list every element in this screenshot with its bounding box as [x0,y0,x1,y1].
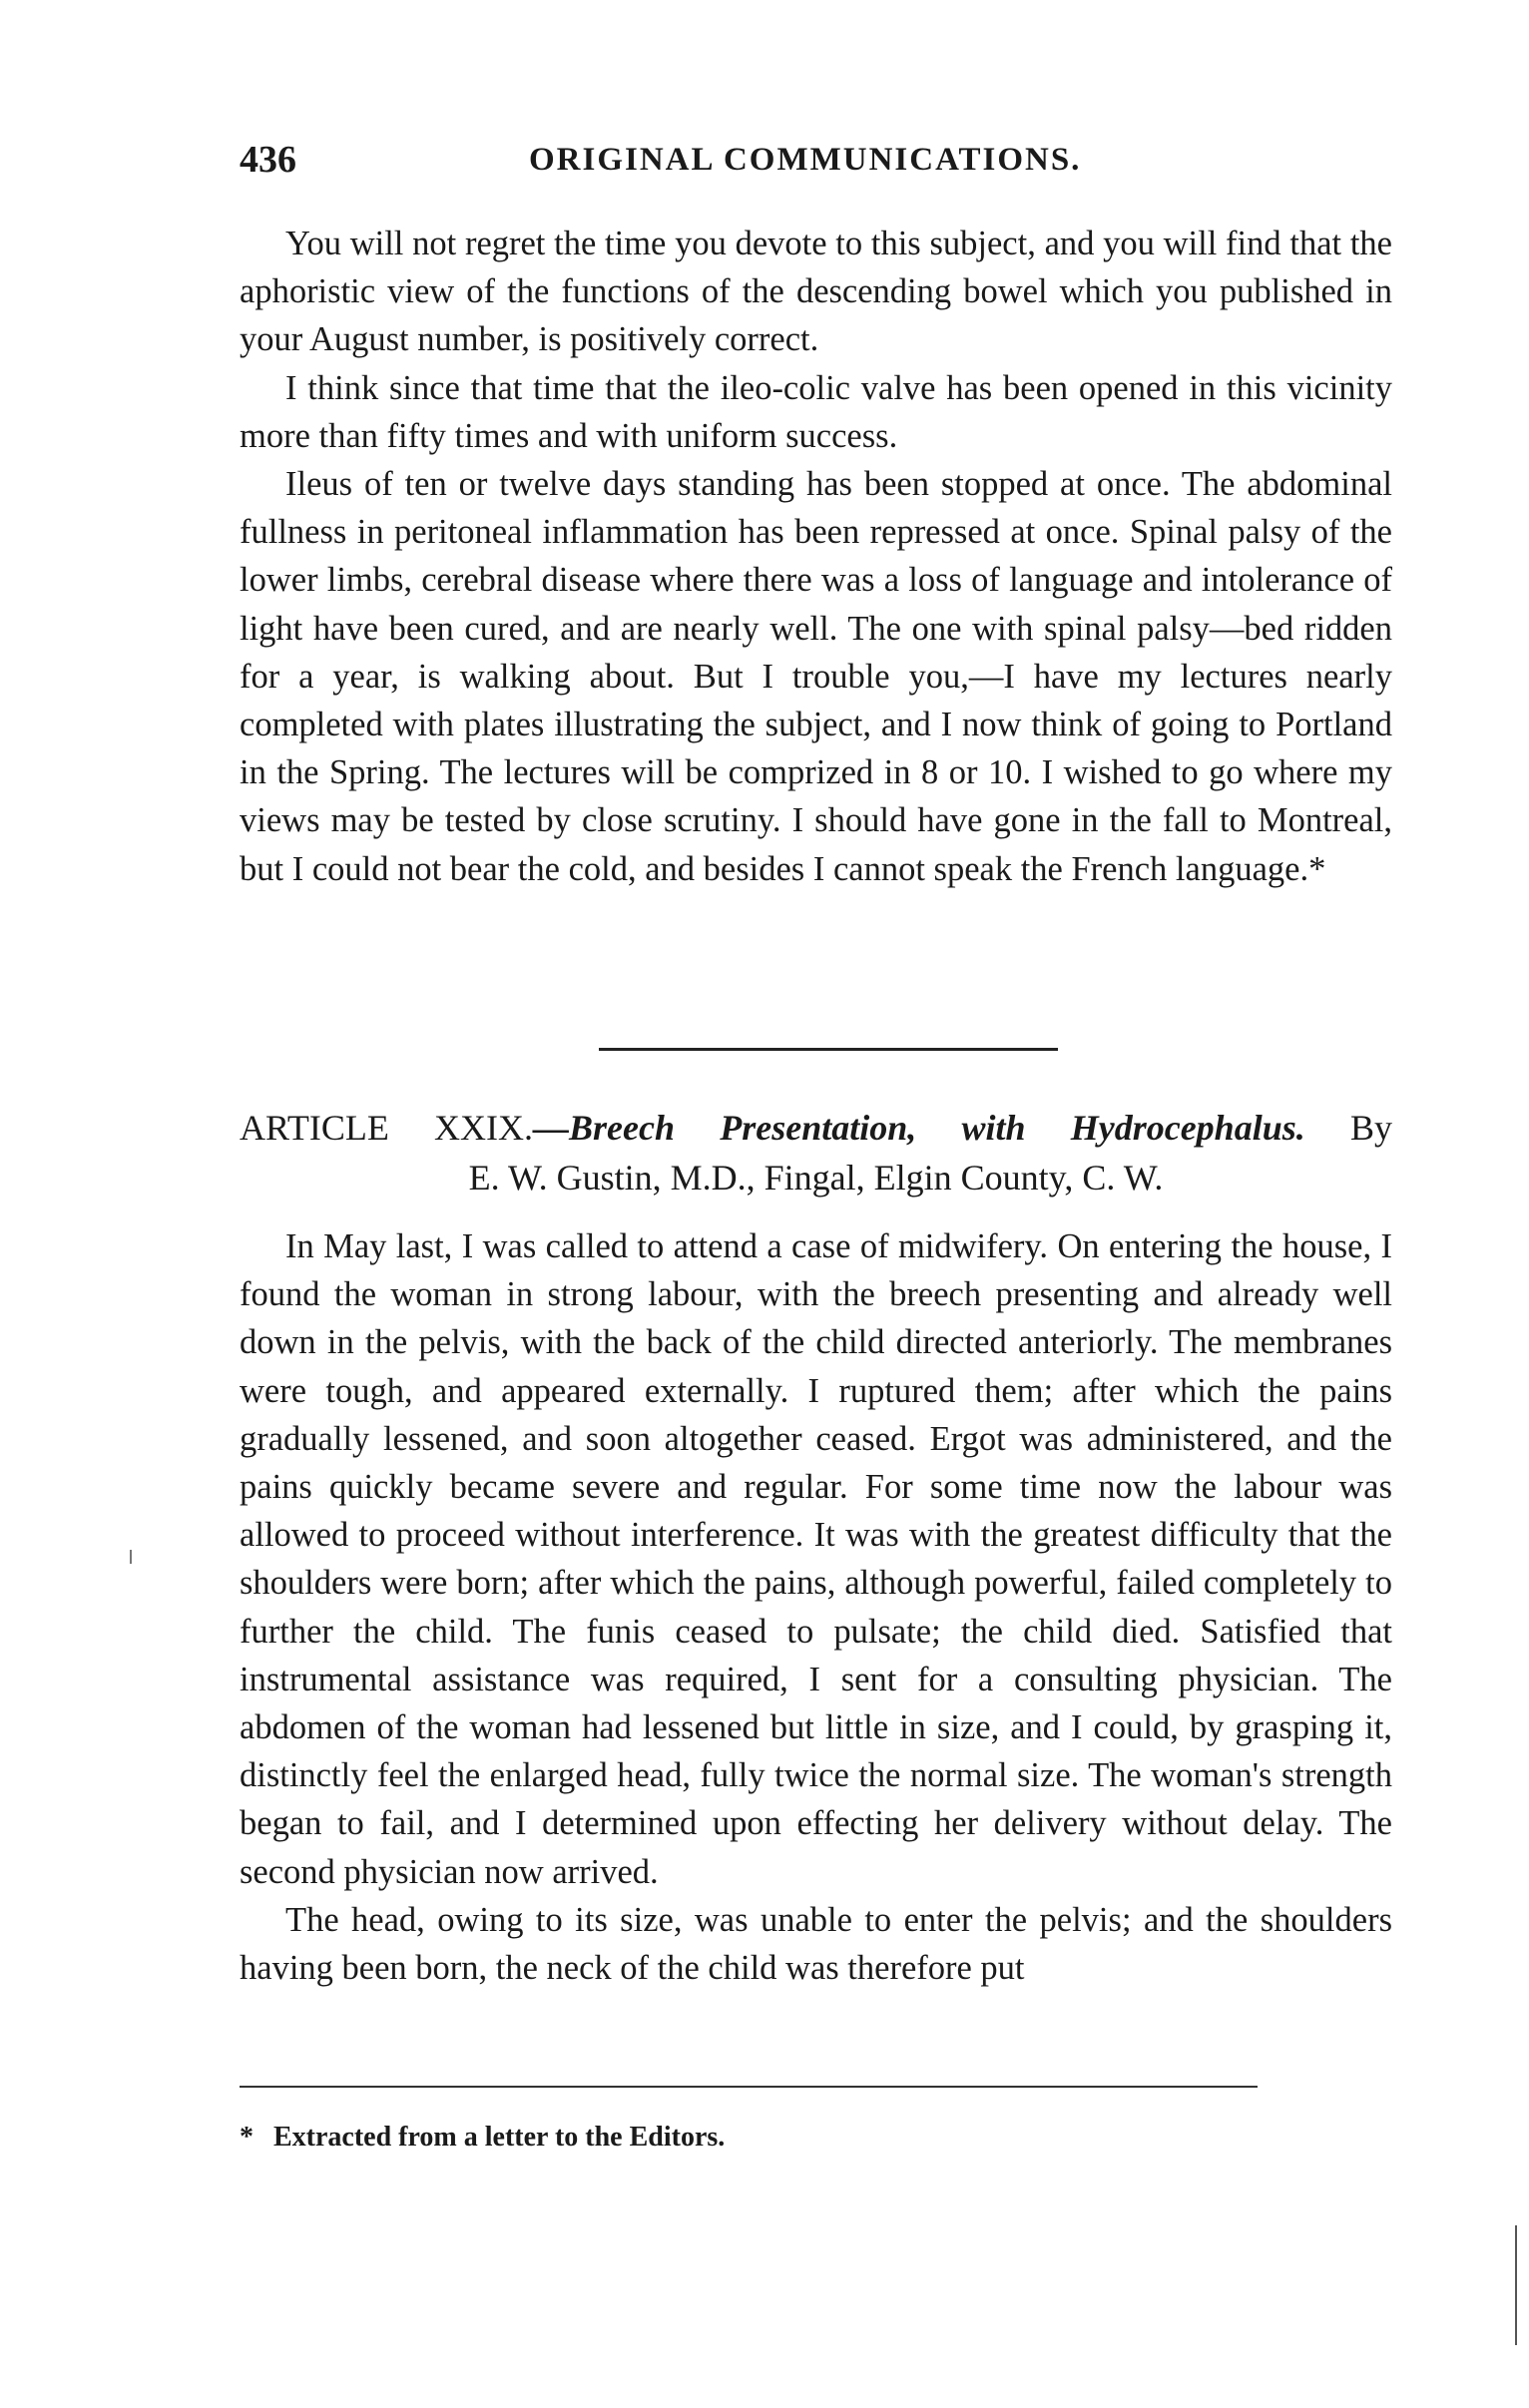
running-title: ORIGINAL COMMUNICATIONS. [529,142,1082,178]
letter-continuation [240,220,1392,893]
article-author: E. W. Gustin, M.D., Fingal, Elgin County, C. W. [468,1158,1164,1198]
article-number: ARTICLE XXIX. [240,1108,534,1148]
margin-mark [130,1550,132,1564]
article-heading [240,1103,1392,1203]
page-edge-mark [1515,2225,1517,2345]
footnote-marker: * [240,2122,254,2153]
article-title: —Breech Presentation, with Hydrocephalus. [533,1108,1305,1148]
footnote [240,2118,1392,2158]
paragraph: Ileus of ten or twelve days standing has been stopped at once. The abdominal fullness in peritoneal inflammation has been repressed at once. Spinal palsy of the lower limbs, cerebral disease where there was a loss of language and intolerance of light have been cured, and are nearly well. The one with spinal palsy—bed ridden for a year, is walking about. But I trouble you,—I have my lectures nearly completed with plates illustrating the subject, and I now think of going to Portland in the Spring. The lectures will be comprized in 8 or 10. I wished to go where my views may be tested by close scrutiny. I should have gone in the fall to Montreal, but I could not bear the cold, and besides I cannot speak the French language.* [240,465,1392,888]
article-heading-line [240,1103,1392,1153]
running-head [240,138,1392,198]
article-byline-by: By [1349,1108,1392,1148]
paragraph: The head, owing to its size, was unable to enter the pelvis; and the shoulders having been born, the neck of the child was therefore put [240,1900,1392,1988]
footnote-text: Extracted from a letter to the Editors. [273,2122,726,2153]
paragraph: You will not regret the time you devote to this subject, and you will find that the aphoristic view of the functions of the descending bowel which you published in your August number, is positively correct. [240,225,1392,359]
footnote-rule [240,2086,1258,2088]
paragraph: In May last, I was called to attend a case of midwifery. On entering the house, I found the woman in strong labour, with the breech presenting and already well down in the pelvis, with the back of the child directed anteriorly. The membranes were tough, and appeared externally. I ruptured them; after which the pains gradually lessened, and soon altogether ceased. Ergot was administered, and the pains quickly became severe and regular. For some time now the labour was allowed to proceed without interference. It was with the greatest difficulty that the shoulders were born; after which the pains, although powerful, failed completely to further the child. The funis ceased to pulsate; the child died. Satisfied that instrumental assistance was required, I sent for a consulting physician. The abdomen of the woman had lessened but little in size, and I could, by grasping it, distinctly feel the enlarged head, fully twice the normal size. The woman's strength began to fail, and I determined upon effecting her delivery without delay. The second physician now arrived. [240,1227,1392,1891]
page-number: 436 [240,139,296,181]
section-divider [599,1048,1058,1051]
article-body [240,1222,1392,1992]
paragraph: I think since that time that the ileo-colic valve has been opened in this vicinity more than fifty times and with uniform success. [240,368,1392,455]
